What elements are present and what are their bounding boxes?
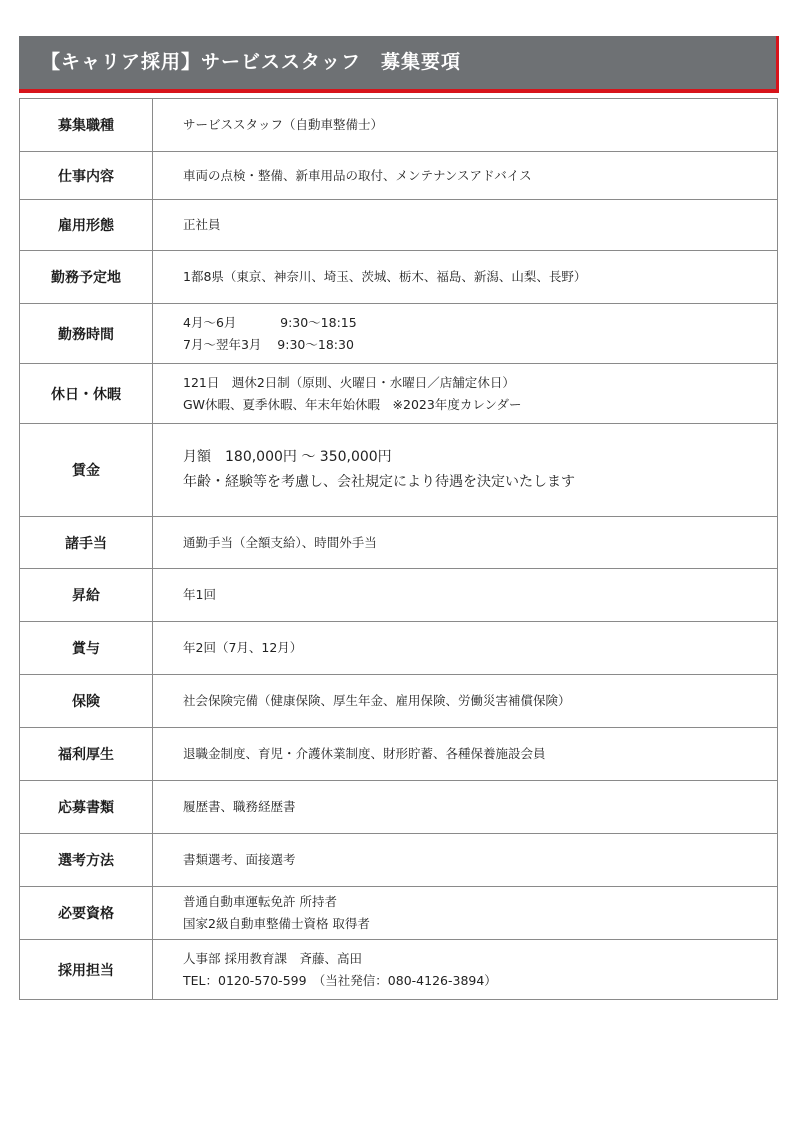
value-line: 正社員 xyxy=(183,217,221,232)
row-label: 勤務時間 xyxy=(20,304,153,364)
recruitment-table xyxy=(19,98,778,1000)
value-line: 履歴書、職務経歴書 xyxy=(183,799,296,814)
row-value xyxy=(153,152,778,200)
value-line: 社会保険完備（健康保険、厚生年金、雇用保険、労働災害補償保険） xyxy=(183,693,571,708)
page-header xyxy=(19,36,779,93)
row-label: 福利厚生 xyxy=(20,728,153,781)
row-label: 休日・休暇 xyxy=(20,364,153,424)
table-row-bonus xyxy=(20,622,778,675)
value-line: 121日 週休2日制（原則、火曜日・水曜日／店舗定休日） xyxy=(183,374,515,390)
row-value xyxy=(153,675,778,728)
row-value xyxy=(153,622,778,675)
row-label: 選考方法 xyxy=(20,834,153,887)
value-line: TEL：0120-570-599 （当社発信：080-4126-3894） xyxy=(183,972,497,988)
table-row-allowances xyxy=(20,517,778,569)
value-line: 書類選考、面接選考 xyxy=(183,852,296,867)
row-label: 賃金 xyxy=(20,424,153,517)
table-row-job-description xyxy=(20,152,778,200)
row-label: 採用担当 xyxy=(20,940,153,1000)
row-value xyxy=(153,940,778,1000)
value-line: 人事部 採用教育課 斉藤、高田 xyxy=(183,950,362,966)
value-line: 車両の点検・整備、新車用品の取付、メンテナンスアドバイス xyxy=(183,167,532,183)
table-row-selection-method xyxy=(20,834,778,887)
row-value xyxy=(153,517,778,569)
table-row-contact xyxy=(20,940,778,1000)
row-value xyxy=(153,887,778,940)
value-line: 4月～6月 9:30～18:15 xyxy=(183,314,357,330)
row-label: 勤務予定地 xyxy=(20,251,153,304)
value-line: 国家2級自動車整備士資格 取得者 xyxy=(183,916,370,931)
header-accent-right xyxy=(776,36,779,93)
row-value xyxy=(153,200,778,251)
row-label: 諸手当 xyxy=(20,517,153,569)
table-row-employment-type xyxy=(20,200,778,251)
value-line: 退職金制度、育児・介護休業制度、財形貯蓄、各種保養施設会員 xyxy=(183,746,546,761)
value-line: サービススタッフ（自動車整備士） xyxy=(183,117,384,132)
value-line: 1都8県（東京、神奈川、埼玉、茨城、栃木、福島、新潟、山梨、長野） xyxy=(183,269,587,284)
value-line: 月額 180,000円 ～ 350,000円 xyxy=(183,449,392,465)
value-line: 普通自動車運転免許 所持者 xyxy=(183,894,337,909)
header-accent-bottom xyxy=(19,89,779,93)
row-value xyxy=(153,728,778,781)
row-value xyxy=(153,364,778,424)
value-line: GW休暇、夏季休暇、年末年始休暇 ※2023年度カレンダー xyxy=(183,396,522,412)
table-row-insurance xyxy=(20,675,778,728)
row-label: 必要資格 xyxy=(20,887,153,940)
value-line: 年齢・経験等を考慮し、会社規定により待遇を決定いたします xyxy=(183,474,575,490)
row-label: 保険 xyxy=(20,675,153,728)
row-value xyxy=(153,781,778,834)
table-row-work-location xyxy=(20,251,778,304)
value-line: 年1回 xyxy=(183,587,216,602)
value-line: 通勤手当（全額支給）、時間外手当 xyxy=(183,534,377,550)
row-value xyxy=(153,251,778,304)
table-row-qualifications xyxy=(20,887,778,940)
table-row-application-documents xyxy=(20,781,778,834)
row-value xyxy=(153,99,778,152)
row-value xyxy=(153,424,778,517)
table-row-raise xyxy=(20,569,778,622)
table-row-job-type xyxy=(20,99,778,152)
table-row-salary xyxy=(20,424,778,517)
table-row-working-hours xyxy=(20,304,778,364)
row-value xyxy=(153,834,778,887)
row-value xyxy=(153,304,778,364)
row-label: 賞与 xyxy=(20,622,153,675)
row-label: 昇給 xyxy=(20,569,153,622)
row-label: 応募書類 xyxy=(20,781,153,834)
row-label: 募集職種 xyxy=(20,99,153,152)
table-row-holidays xyxy=(20,364,778,424)
table-row-welfare xyxy=(20,728,778,781)
row-value xyxy=(153,569,778,622)
row-label: 仕事内容 xyxy=(20,152,153,200)
row-label: 雇用形態 xyxy=(20,200,153,251)
value-line: 7月～翌年3月 9:30～18:30 xyxy=(183,336,354,352)
value-line: 年2回（7月、12月） xyxy=(183,640,303,655)
page-title: 【キャリア採用】サービススタッフ 募集要項 xyxy=(41,51,462,73)
